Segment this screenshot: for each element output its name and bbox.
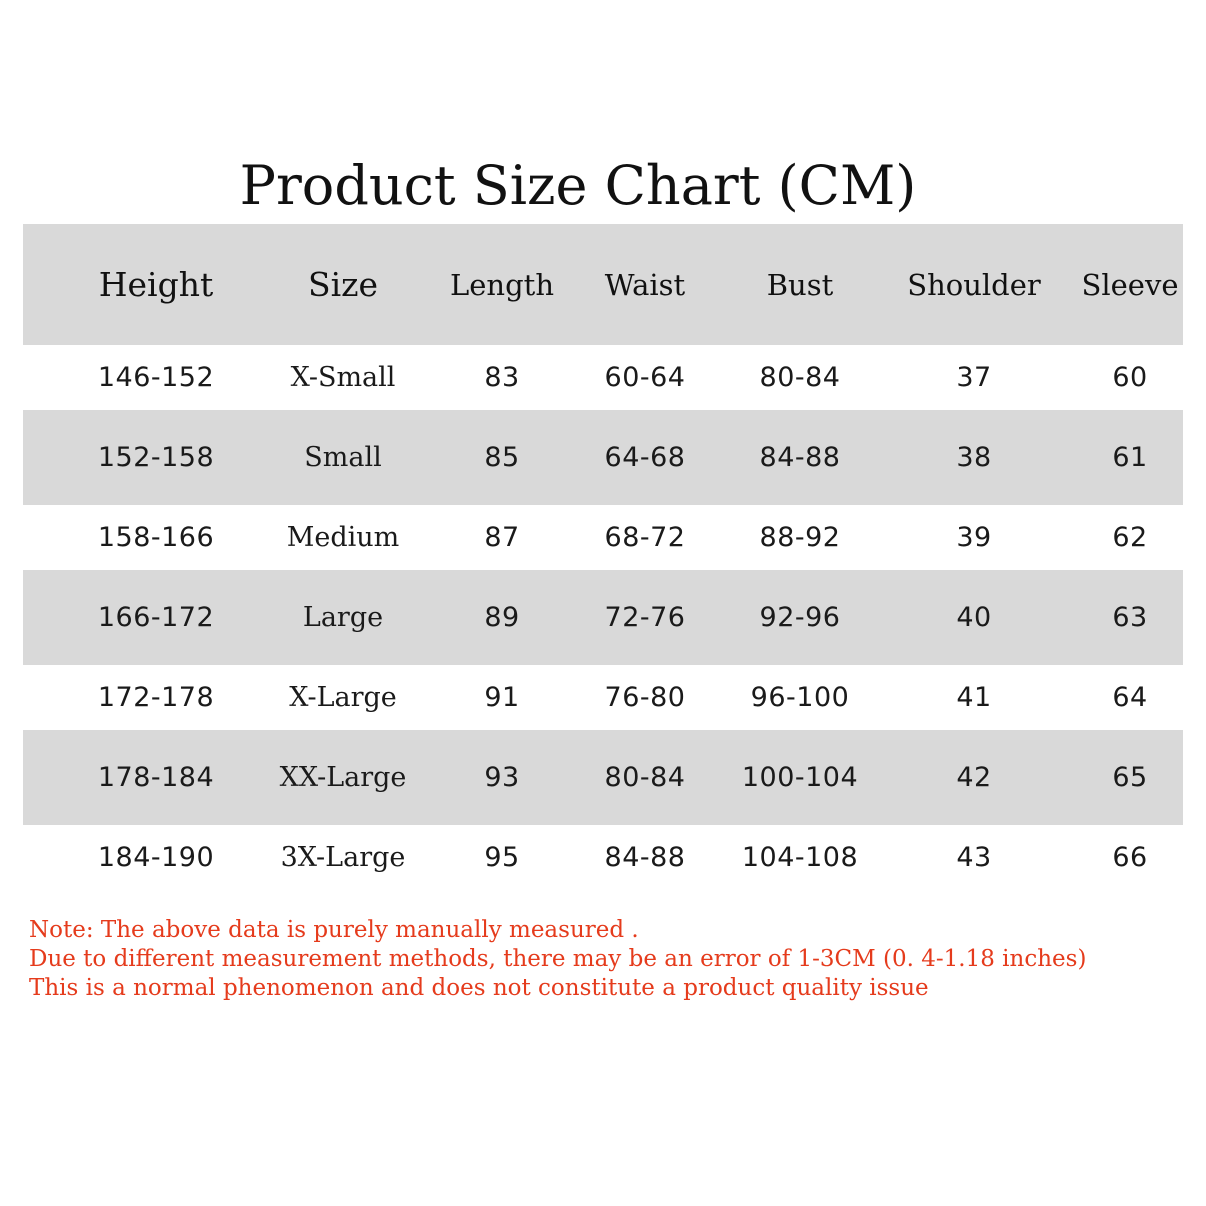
cell-bust: 100-104 (741, 762, 859, 793)
header-height: Height (98, 265, 214, 304)
cell-waist: 80-84 (604, 762, 686, 793)
cell-length: 87 (484, 522, 520, 553)
cell-length: 85 (484, 442, 520, 473)
cell-height: 166-172 (97, 602, 215, 633)
cell-shoulder: 42 (956, 762, 992, 793)
cell-size: Medium (286, 522, 400, 553)
cell-height: 172-178 (97, 682, 215, 713)
header-waist: Waist (604, 267, 686, 302)
cell-bust: 96-100 (750, 682, 850, 713)
cell-shoulder: 41 (956, 682, 992, 713)
table-row (23, 410, 1183, 505)
cell-height: 146-152 (97, 362, 215, 393)
cell-size: Large (302, 602, 384, 633)
cell-waist: 64-68 (604, 442, 686, 473)
cell-height: 152-158 (97, 442, 215, 473)
cell-sleeve: 61 (1112, 442, 1148, 473)
note-line: Due to different measurement methods, there may be an error of 1-3CM (0. 4-1.18 inches) (29, 946, 1087, 972)
header-sleeve: Sleeve (1081, 267, 1179, 302)
cell-shoulder: 40 (956, 602, 992, 633)
note-line: This is a normal phenomenon and does not constitute a product quality issue (29, 975, 929, 1001)
cell-length: 83 (484, 362, 520, 393)
table-row (23, 825, 1183, 890)
cell-shoulder: 37 (956, 362, 992, 393)
cell-sleeve: 62 (1112, 522, 1148, 553)
cell-shoulder: 38 (956, 442, 992, 473)
cell-size: X-Small (290, 362, 396, 393)
table-row (23, 730, 1183, 825)
header-size: Size (307, 265, 379, 304)
cell-waist: 84-88 (604, 842, 686, 873)
table-row (23, 505, 1183, 570)
header-length: Length (450, 267, 554, 302)
cell-bust: 88-92 (759, 522, 841, 553)
cell-sleeve: 63 (1112, 602, 1148, 633)
cell-length: 95 (484, 842, 520, 873)
cell-waist: 60-64 (604, 362, 686, 393)
chart-title: Product Size Chart (CM) (239, 154, 917, 217)
table-row (23, 570, 1183, 665)
cell-shoulder: 39 (956, 522, 992, 553)
cell-size: X-Large (289, 682, 397, 713)
cell-size: Small (304, 442, 382, 473)
cell-bust: 104-108 (741, 842, 859, 873)
table-row (23, 345, 1183, 410)
header-shoulder: Shoulder (907, 267, 1041, 302)
cell-bust: 80-84 (759, 362, 841, 393)
cell-height: 158-166 (97, 522, 215, 553)
cell-bust: 92-96 (759, 602, 841, 633)
table-header-row (23, 224, 1183, 345)
cell-shoulder: 43 (956, 842, 992, 873)
header-bust: Bust (766, 267, 834, 302)
cell-length: 91 (484, 682, 520, 713)
measurement-note (29, 916, 1189, 1003)
cell-height: 184-190 (97, 842, 215, 873)
size-chart-table (23, 224, 1183, 890)
cell-waist: 72-76 (604, 602, 686, 633)
cell-waist: 76-80 (604, 682, 686, 713)
table-row (23, 665, 1183, 730)
cell-size: XX-Large (279, 762, 407, 793)
cell-length: 93 (484, 762, 520, 793)
cell-waist: 68-72 (604, 522, 686, 553)
cell-sleeve: 60 (1112, 362, 1148, 393)
cell-size: 3X-Large (280, 842, 406, 873)
cell-bust: 84-88 (759, 442, 841, 473)
note-line: Note: The above data is purely manually measured . (29, 917, 639, 943)
cell-sleeve: 66 (1112, 842, 1148, 873)
cell-length: 89 (484, 602, 520, 633)
cell-sleeve: 65 (1112, 762, 1148, 793)
cell-sleeve: 64 (1112, 682, 1148, 713)
cell-height: 178-184 (97, 762, 215, 793)
